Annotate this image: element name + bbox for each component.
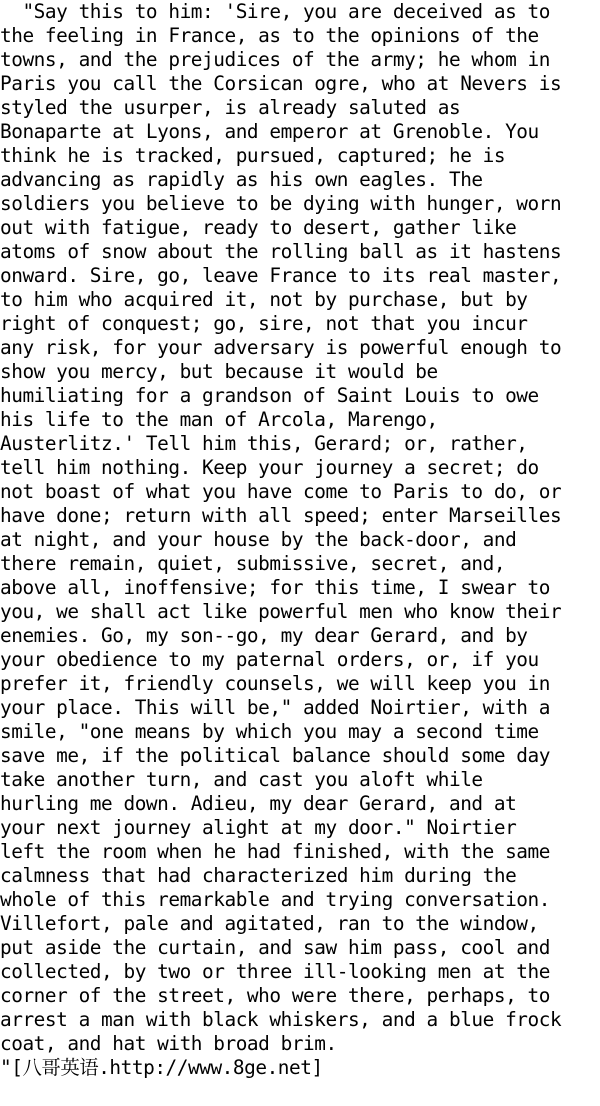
text-line: "Say this to him: 'Sire, you are deceived as to: [0, 0, 550, 23]
text-line: above all, inoffensive; for this time, I swear to: [0, 576, 550, 599]
text-line: your next journey alight at my door." Noirtier: [0, 816, 517, 839]
text-line: think he is tracked, pursued, captured; he is: [0, 144, 506, 167]
text-line: towns, and the prejudices of the army; he whom in: [0, 48, 550, 71]
text-line: have done; return with all speed; enter Marseilles: [0, 504, 562, 527]
text-line: onward. Sire, go, leave France to its real master,: [0, 264, 562, 287]
text-line: atoms of snow about the rolling ball as it hastens: [0, 240, 562, 263]
text-line: advancing as rapidly as his own eagles. The: [0, 168, 483, 191]
text-line: right of conquest; go, sire, not that you incur: [0, 312, 528, 335]
text-line: any risk, for your adversary is powerful enough to: [0, 336, 562, 359]
text-line: smile, "one means by which you may a second time: [0, 720, 539, 743]
text-line: hurling me down. Adieu, my dear Gerard, and at: [0, 792, 517, 815]
text-line: Villefort, pale and agitated, ran to the window,: [0, 912, 539, 935]
text-line: not boast of what you have come to Paris to do, or: [0, 480, 562, 503]
text-line: your place. This will be," added Noirtier, with a: [0, 696, 550, 719]
text-line: Paris you call the Corsican ogre, who at Nevers is: [0, 72, 562, 95]
text-line: there remain, quiet, submissive, secret, and,: [0, 552, 506, 575]
text-line: to him who acquired it, not by purchase, but by: [0, 288, 528, 311]
text-line: out with fatigue, ready to desert, gather like: [0, 216, 517, 239]
text-line: calmness that had characterized him during the: [0, 864, 517, 887]
text-line: enemies. Go, my son--go, my dear Gerard, and by: [0, 624, 528, 647]
text-line: corner of the street, who were there, perhaps, to: [0, 984, 550, 1007]
text-line: take another turn, and cast you aloft while: [0, 768, 483, 791]
text-line: styled the usurper, is already saluted as: [0, 96, 461, 119]
text-line: tell him nothing. Keep your journey a secret; do: [0, 456, 539, 479]
text-line: Austerlitz.' Tell him this, Gerard; or, rather,: [0, 432, 528, 455]
text-line: whole of this remarkable and trying conversation.: [0, 888, 550, 911]
text-line: put aside the curtain, and saw him pass, cool and: [0, 936, 550, 959]
text-line: at night, and your house by the back-door, and: [0, 528, 517, 551]
text-line: arrest a man with black whiskers, and a blue frock: [0, 1008, 562, 1031]
text-line: show you mercy, but because it would be: [0, 360, 438, 383]
text-line: left the room when he had finished, with the same: [0, 840, 550, 863]
text-line: coat, and hat with broad brim.: [0, 1032, 337, 1055]
text-line: the feeling in France, as to the opinions of the: [0, 24, 539, 47]
text-line: soldiers you believe to be dying with hunger, worn: [0, 192, 562, 215]
text-line: Bonaparte at Lyons, and emperor at Grenoble. You: [0, 120, 539, 143]
text-line: your obedience to my paternal orders, or, if you: [0, 648, 539, 671]
text-line: collected, by two or three ill-looking men at the: [0, 960, 550, 983]
text-line: humiliating for a grandson of Saint Louis to owe: [0, 384, 539, 407]
source-credit-line: "[八哥英语.http://www.8ge.net]: [0, 1056, 323, 1079]
text-line: save me, if the political balance should some day: [0, 744, 550, 767]
text-line: you, we shall act like powerful men who know their: [0, 600, 562, 623]
text-line: prefer it, friendly counsels, we will keep you in: [0, 672, 550, 695]
text-line: his life to the man of Arcola, Marengo,: [0, 408, 438, 431]
